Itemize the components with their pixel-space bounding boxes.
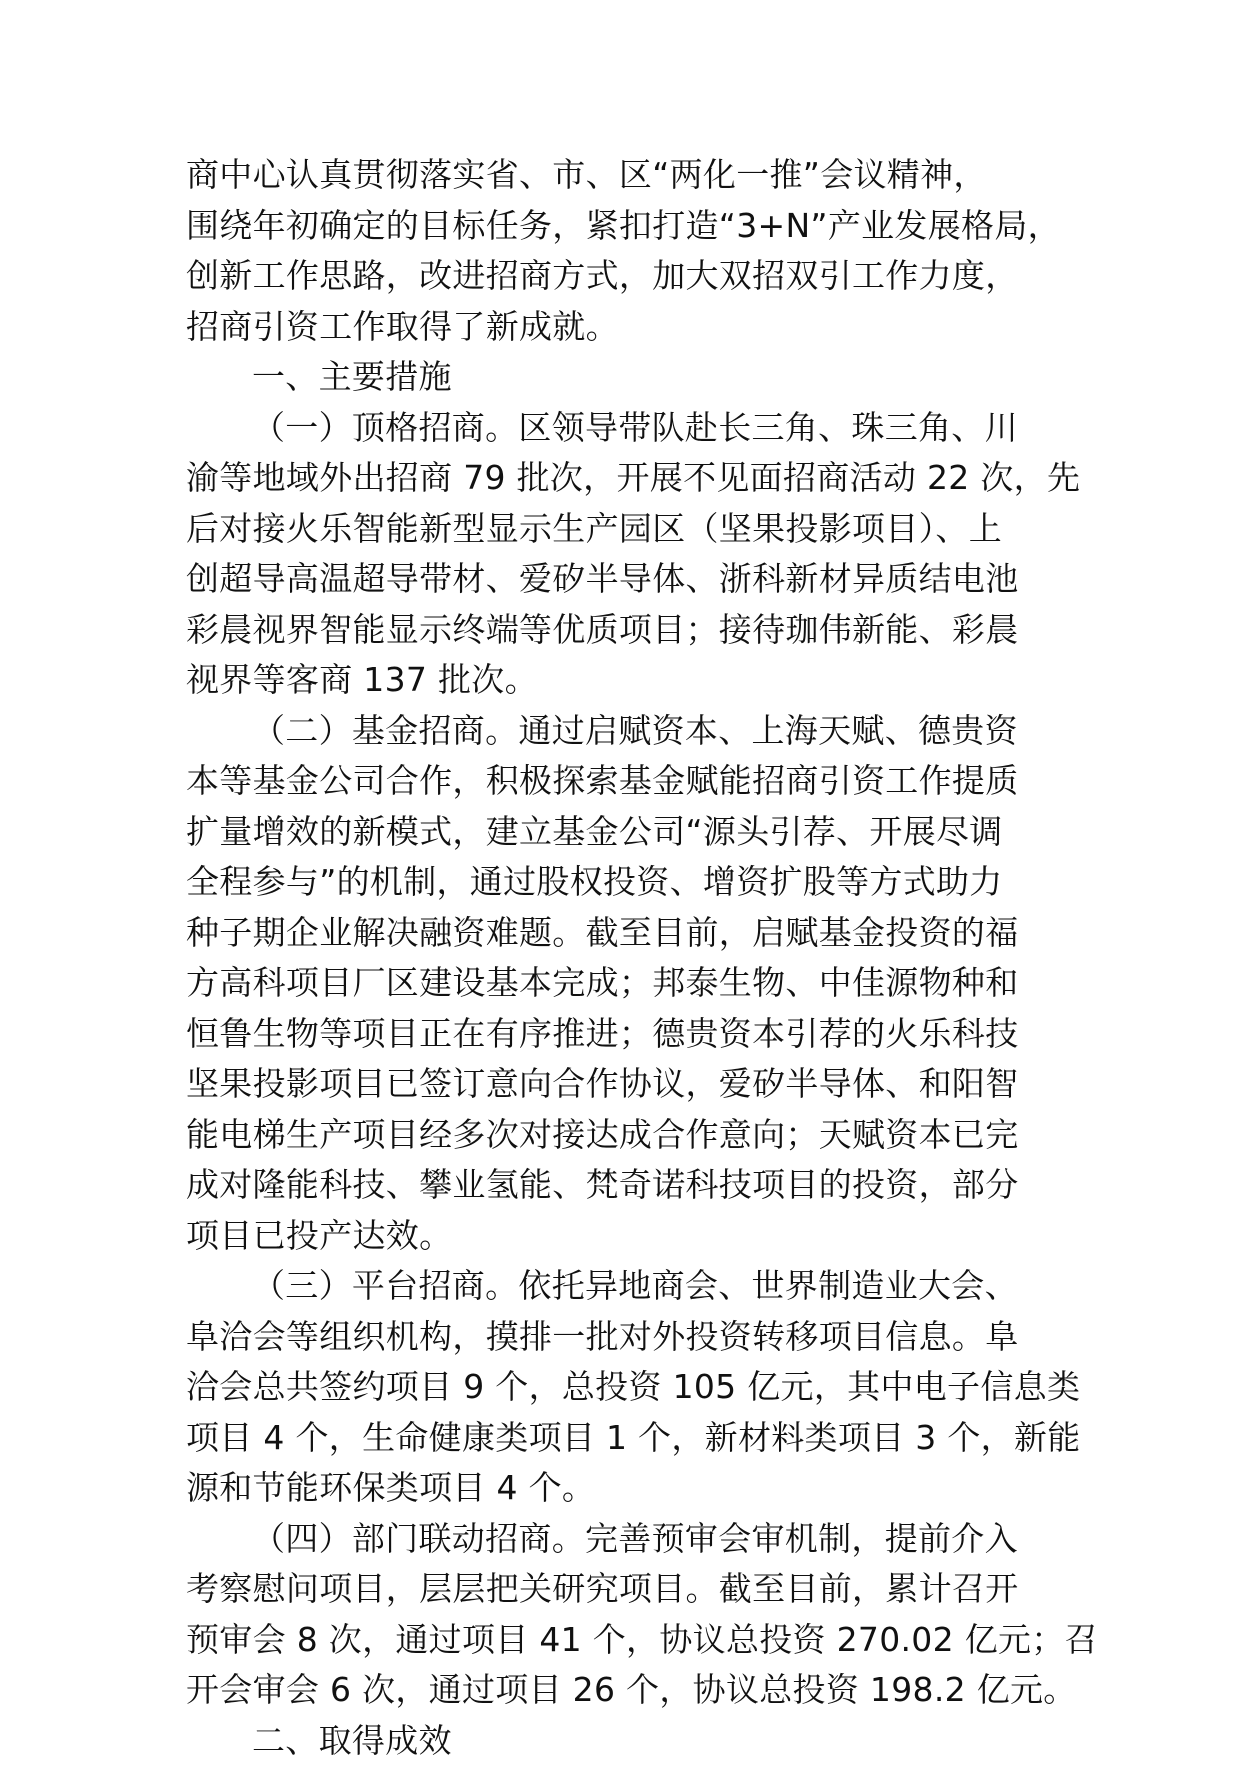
text-line: （三）平台招商。依托异地商会、世界制造业大会、 [186,1261,1056,1312]
text-line: 创超导高温超导带材、爱矽半导体、浙科新材异质结电池 [186,554,1056,605]
text-line: 预审会 8 次，通过项目 41 个，协议总投资 270.02 亿元；召 [186,1615,1056,1666]
text-line: 视界等客商 137 批次。 [186,655,1056,706]
text-line: 渝等地域外出招商 79 批次，开展不见面招商活动 22 次，先 [186,453,1056,504]
text-line: 彩晨视界智能显示终端等优质项目；接待珈伟新能、彩晨 [186,605,1056,656]
text-line: 一、主要措施 [186,352,1056,403]
text-line: 项目 4 个，生命健康类项目 1 个，新材料类项目 3 个，新能 [186,1413,1056,1464]
text-line: （二）基金招商。通过启赋资本、上海天赋、德贵资 [186,706,1056,757]
text-line: 洽会总共签约项目 9 个，总投资 105 亿元，其中电子信息类 [186,1362,1056,1413]
text-line: 成对隆能科技、攀业氢能、梵奇诺科技项目的投资，部分 [186,1160,1056,1211]
text-line: 围绕年初确定的目标任务，紧扣打造“3+N”产业发展格局， [186,201,1056,252]
text-line: 源和节能环保类项目 4 个。 [186,1463,1056,1514]
text-line: 方高科项目厂区建设基本完成；邦泰生物、中佳源物种和 [186,958,1056,1009]
text-line: 创新工作思路，改进招商方式，加大双招双引工作力度， [186,251,1056,302]
text-line: 招商引资工作取得了新成就。 [186,302,1056,353]
text-line: 本等基金公司合作，积极探索基金赋能招商引资工作提质 [186,756,1056,807]
text-line: 恒鲁生物等项目正在有序推进；德贵资本引荐的火乐科技 [186,1009,1056,1060]
text-line: 扩量增效的新模式，建立基金公司“源头引荐、开展尽调 [186,807,1056,858]
text-line: 后对接火乐智能新型显示生产园区（坚果投影项目）、上 [186,504,1056,555]
text-line: （一）顶格招商。区领导带队赴长三角、珠三角、川 [186,403,1056,454]
text-line: 项目已投产达效。 [186,1211,1056,1262]
text-line: 全程参与”的机制，通过股权投资、增资扩股等方式助力 [186,857,1056,908]
text-line: 开会审会 6 次，通过项目 26 个，协议总投资 198.2 亿元。 [186,1665,1056,1716]
document-page [186,150,1056,1766]
text-line: 阜洽会等组织机构，摸排一批对外投资转移项目信息。阜 [186,1312,1056,1363]
text-line: 商中心认真贯彻落实省、市、区“两化一推”会议精神， [186,150,1056,201]
text-line: 能电梯生产项目经多次对接达成合作意向；天赋资本已完 [186,1110,1056,1161]
text-line: 二、取得成效 [186,1716,1056,1766]
text-line: 种子期企业解决融资难题。截至目前，启赋基金投资的福 [186,908,1056,959]
text-line: 坚果投影项目已签订意向合作协议，爱矽半导体、和阳智 [186,1059,1056,1110]
text-line: 考察慰问项目，层层把关研究项目。截至目前，累计召开 [186,1564,1056,1615]
text-line: （四）部门联动招商。完善预审会审机制，提前介入 [186,1514,1056,1565]
